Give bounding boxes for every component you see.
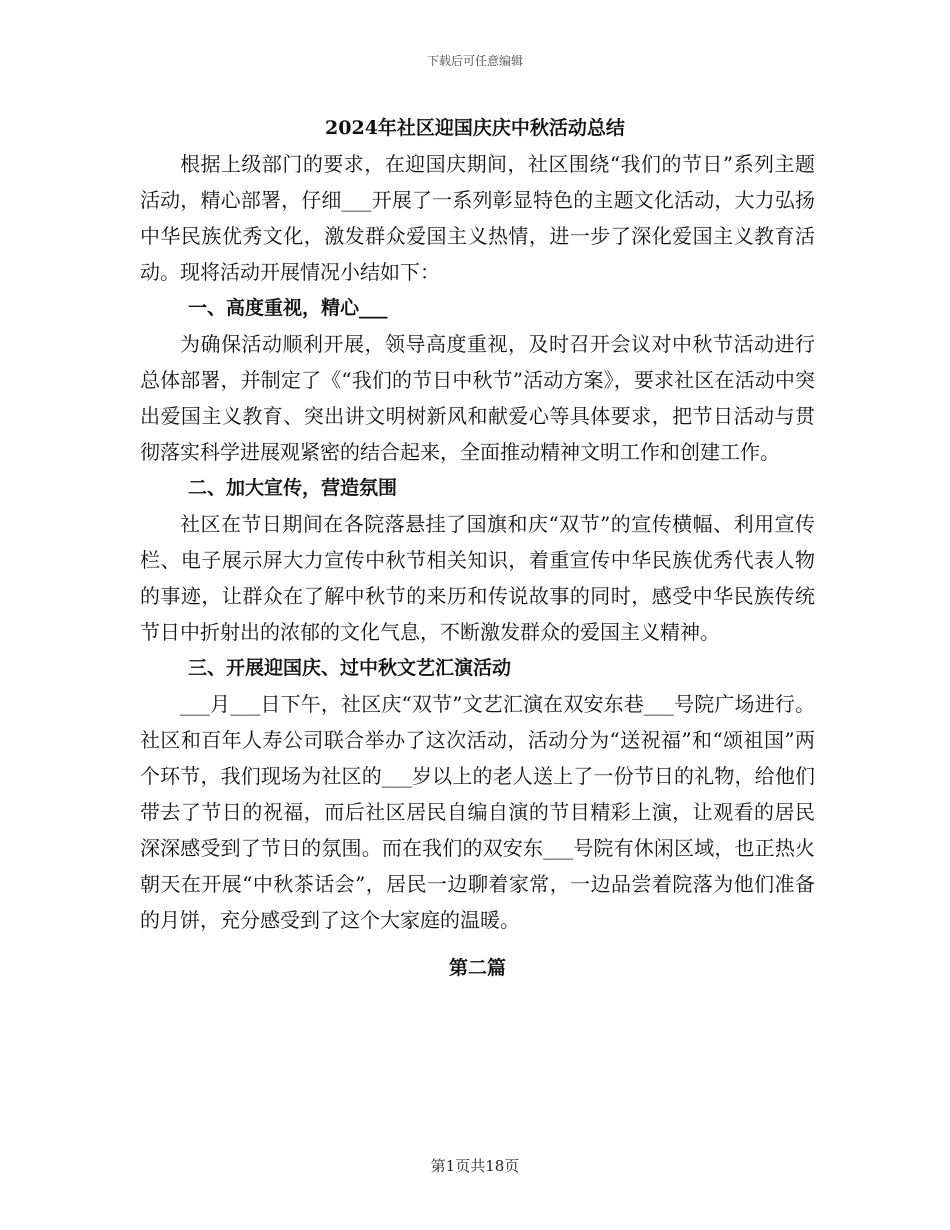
page-header-note: 下载后可任意编辑	[426, 54, 523, 68]
document-body	[140, 146, 815, 986]
section-1-heading: 一、高度重视，精心___	[188, 297, 388, 319]
intro-paragraph: 根据上级部门的要求，在迎国庆期间，社区围绕“我们的节日”系列主题活动，精心部署，仔细___开展了一系列彰显特色的主题文化活动，大力弘扬中华民族优秀文化，激发群众爱国主义热情，进一步了深化爱国主义教育活动。现将活动开展情况小结如下：	[140, 152, 815, 284]
section-3-heading: 三、开展迎国庆、过中秋文艺汇演活动	[188, 657, 512, 679]
page-footer-info: 第1页共18页	[430, 1157, 520, 1175]
section-2-heading: 二、加大宣传，营造氛围	[188, 477, 398, 499]
document-title: 2024年社区迎国庆庆中秋活动总结	[325, 117, 625, 139]
next-part-label: 第二篇	[448, 957, 506, 979]
section-1-paragraph: 为确保活动顺利开展，领导高度重视，及时召开会议对中秋节活动进行总体部署，并制定了《“我们的节日中秋节”活动方案》，要求社区在活动中突出爱国主义教育、突出讲文明树新风和献爱心等具体要求，把节日活动与贯彻落实科学进展观紧密的结合起来，全面推动精神文明工作和创建工作。	[140, 332, 815, 464]
section-3-paragraph: ___月___日下午，社区庆“双节”文艺汇演在双安东巷___号院广场进行。社区和百年人寿公司联合举办了这次活动，活动分为“送祝福”和“颂祖国”两个环节，我们现场为社区的___岁以上的老人送上了一份节日的礼物，给他们带去了节日的祝福，而后社区居民自编自演的节目精彩上演，让观看的居民深深感受到了节日的氛围。而在我们的双安东___号院有休闲区域，也正热火朝天在开展“中秋茶话会”，居民一边聊着家常，一边品尝着院落为他们准备的月饼，充分感受到了这个大家庭的温暖。	[140, 692, 815, 932]
section-2-paragraph: 社区在节日期间在各院落悬挂了国旗和庆“双节”的宣传横幅、利用宣传栏、电子展示屏大力宣传中秋节相关知识，着重宣传中华民族优秀代表人物的事迹，让群众在了解中秋节的来历和传说故事的同时，感受中华民族传统节日中折射出的浓郁的文化气息，不断激发群众的爱国主义精神。	[140, 512, 815, 644]
